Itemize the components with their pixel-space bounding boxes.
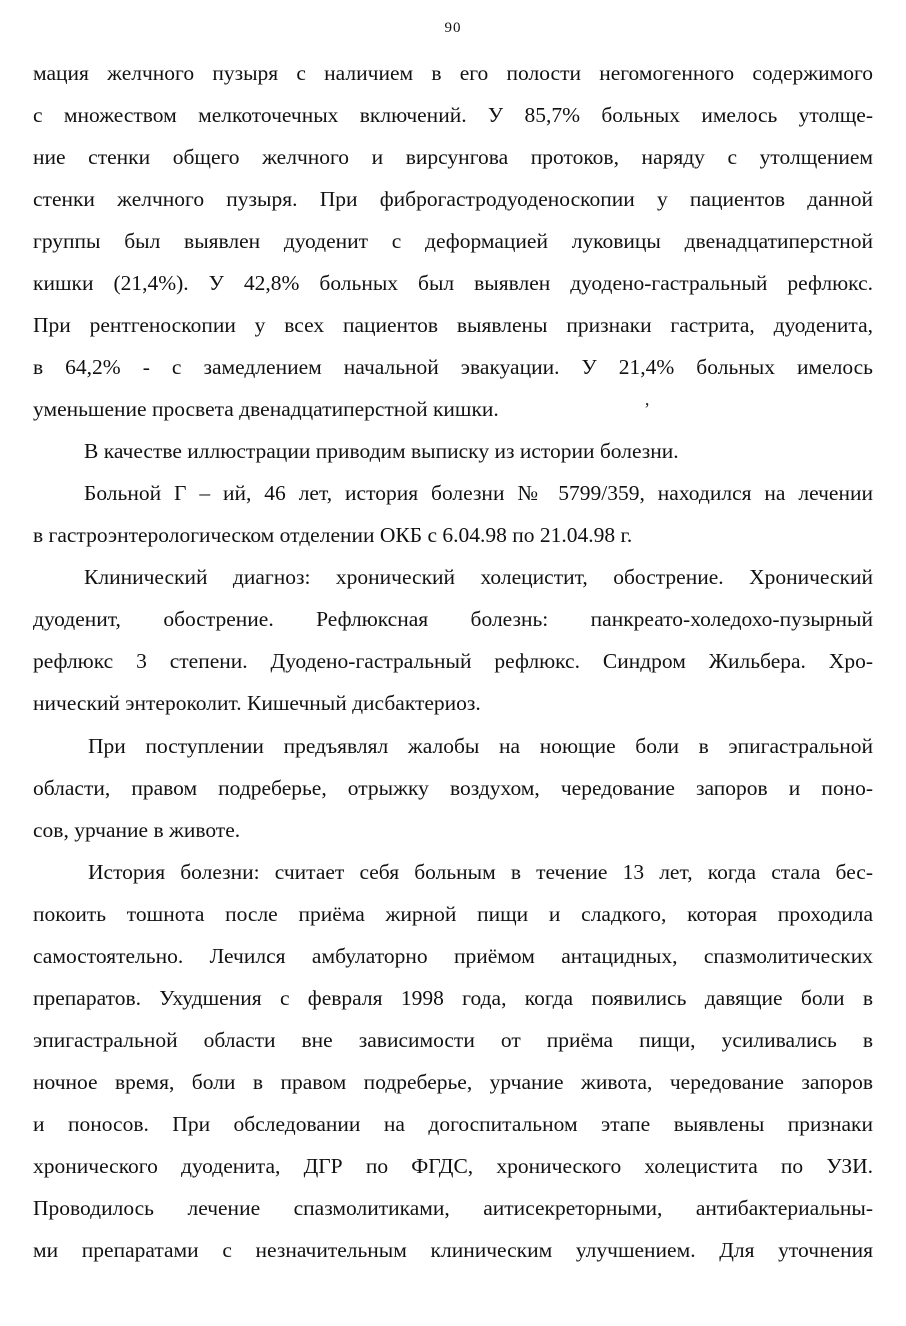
paragraph-5-line-1: При поступлении предъявлял жалобы на ноющие боли в эпигастральной [88, 734, 873, 758]
paragraph-1-line-7: При рентгеноскопии у всех пациентов выявлены признаки гастрита, дуоденита, [33, 313, 873, 337]
paragraph-2-line-1: В качестве иллюстрации приводим выписку из истории болезни. [84, 439, 679, 463]
paragraph-1-line-6: кишки (21,4%). У 42,8% больных был выявлен дуодено-гастральный рефлюкс. [33, 271, 873, 295]
stray-pen-mark: ʼ [644, 399, 650, 419]
paragraph-6-line-1: История болезни: считает себя больным в течение 13 лет, когда стала бес- [88, 860, 873, 884]
paragraph-1-line-2: с множеством мелкоточечных включений. У 85,7% больных имелось утолще- [33, 103, 873, 127]
paragraph-4-line-2: дуоденит, обострение. Рефлюксная болезнь: панкреато-холедохо-пузырный [33, 607, 873, 631]
paragraph-1-line-5: группы был выявлен дуоденит с деформацией луковицы двенадцатиперстной [33, 229, 873, 253]
paragraph-4-line-4: нический энтероколит. Кишечный дисбактериоз. [33, 691, 481, 715]
paragraph-3-line-1: Больной Г – ий, 46 лет, история болезни № 5799/359, находился на лечении [84, 481, 873, 505]
paragraph-6-line-7: и поносов. При обследовании на догоспитальном этапе выявлены признаки [33, 1112, 873, 1136]
paragraph-6-line-4: препаратов. Ухудшения с февраля 1998 года, когда появились давящие боли в [33, 986, 873, 1010]
paragraph-6-line-9: Проводилось лечение спазмолитиками, аитисекреторными, антибактериальны- [33, 1196, 873, 1220]
paragraph-6-line-8: хронического дуоденита, ДГР по ФГДС, хронического холецистита по УЗИ. [33, 1154, 873, 1178]
paragraph-4-line-1: Клинический диагноз: хронический холецистит, обострение. Хронический [84, 565, 873, 589]
paragraph-5-line-3: сов, урчание в животе. [33, 818, 241, 842]
paragraph-6-line-10: ми препаратами с незначительным клиническим улучшением. Для уточнения [33, 1238, 873, 1262]
page-number: 90 [444, 20, 462, 36]
paragraph-6-line-3: самостоятельно. Лечился амбулаторно приёмом антацидных, спазмолитических [33, 944, 873, 968]
paragraph-6-line-6: ночное время, боли в правом подреберье, урчание живота, чередование запоров [33, 1070, 873, 1094]
paragraph-1-line-1: мация желчного пузыря с наличием в его полости негомогенного содержимого [33, 61, 873, 85]
paragraph-4-line-3: рефлюкс 3 степени. Дуодено-гастральный рефлюкс. Синдром Жильбера. Хро- [33, 649, 873, 673]
paragraph-5-line-2: области, правом подреберье, отрыжку воздухом, чередование запоров и поно- [33, 776, 873, 800]
paragraph-1-line-3: ние стенки общего желчного и вирсунгова протоков, наряду с утолщением [33, 145, 873, 169]
paragraph-1-line-9: уменьшение просвета двенадцатиперстной кишки. [33, 397, 499, 421]
paragraph-6-line-5: эпигастральной области вне зависимости от приёма пищи, усиливались в [33, 1028, 873, 1052]
paragraph-3-line-2: в гастроэнтерологическом отделении ОКБ с 6.04.98 по 21.04.98 г. [33, 523, 633, 547]
paragraph-1-line-4: стенки желчного пузыря. При фиброгастродуоденоскопии у пациентов данной [33, 187, 873, 211]
paragraph-6-line-2: покоить тошнота после приёма жирной пищи и сладкого, которая проходила [33, 902, 873, 926]
paragraph-1-line-8: в 64,2% - с замедлением начальной эвакуации. У 21,4% больных имелось [33, 355, 873, 379]
